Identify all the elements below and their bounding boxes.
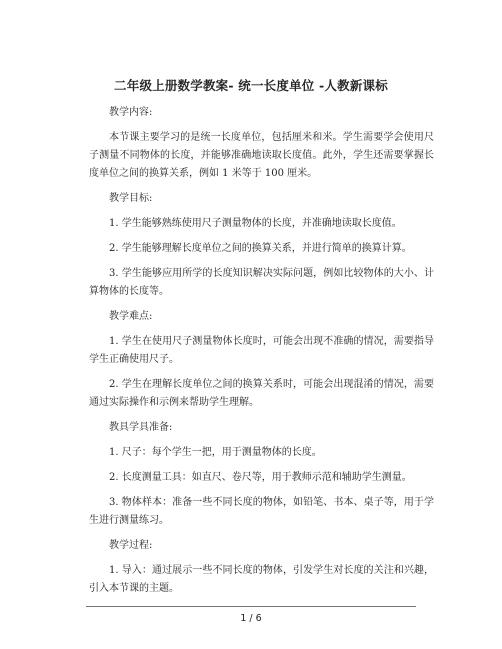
list-item: 1. 学生在使用尺子测量物体长度时，可能会出现不准确的情况，需要指导学生正确使用尺子。 [89,336,434,365]
list-item: 1. 尺子：每个学生一把，用于测量物体的长度。 [109,447,322,458]
section-heading: 教学目标: [109,193,153,204]
section-heading: 教学过程: [109,540,153,551]
document-body [89,104,434,605]
list-item: 1. 学生能够熟练使用尺子测量物体的长度，并准确地读取长度值。 [109,218,402,229]
list-item: 2. 学生能够理解长度单位之间的换算关系，并进行简单的换算计算。 [109,243,412,254]
section-heading: 教具学具准备: [109,422,173,433]
page-footer [0,606,502,624]
section-heading: 教学内容: [109,107,153,118]
page-number: 1 / 6 [240,613,262,624]
section-heading: 教学难点: [109,311,153,322]
list-item: 2. 学生在理解长度单位之间的换算关系时，可能会出现混淆的情况，需要通过实际操作和示例来帮助学生理解。 [89,379,434,408]
list-item: 3. 学生能够应用所学的长度知识解决实际问题，例如比较物体的大小、计算物体的长度等。 [89,268,434,297]
list-item: 3. 物体样本：准备一些不同长度的物体，如铅笔、书本、桌子等，用于学生进行测量练习。 [89,497,434,526]
document-title: 二年级上册数学教案- 统一长度单位 -人教新课标 [114,78,388,93]
paragraph: 本节课主要学习的是统一长度单位，包括厘米和米。学生需要学会使用尺子测量不同物体的长度，并能够准确地读取长度值。此外，学生还需要掌握长度单位之间的换算关系，例如 1 米等于 100 厘米。 [89,132,434,179]
footer-divider [86,606,416,607]
list-item: 1. 导入：通过展示一些不同长度的物体，引发学生对长度的关注和兴趣，引入本节课的主题。 [89,565,434,594]
list-item: 2. 长度测量工具：如直尺、卷尺等，用于教师示范和辅助学生测量。 [109,472,412,483]
